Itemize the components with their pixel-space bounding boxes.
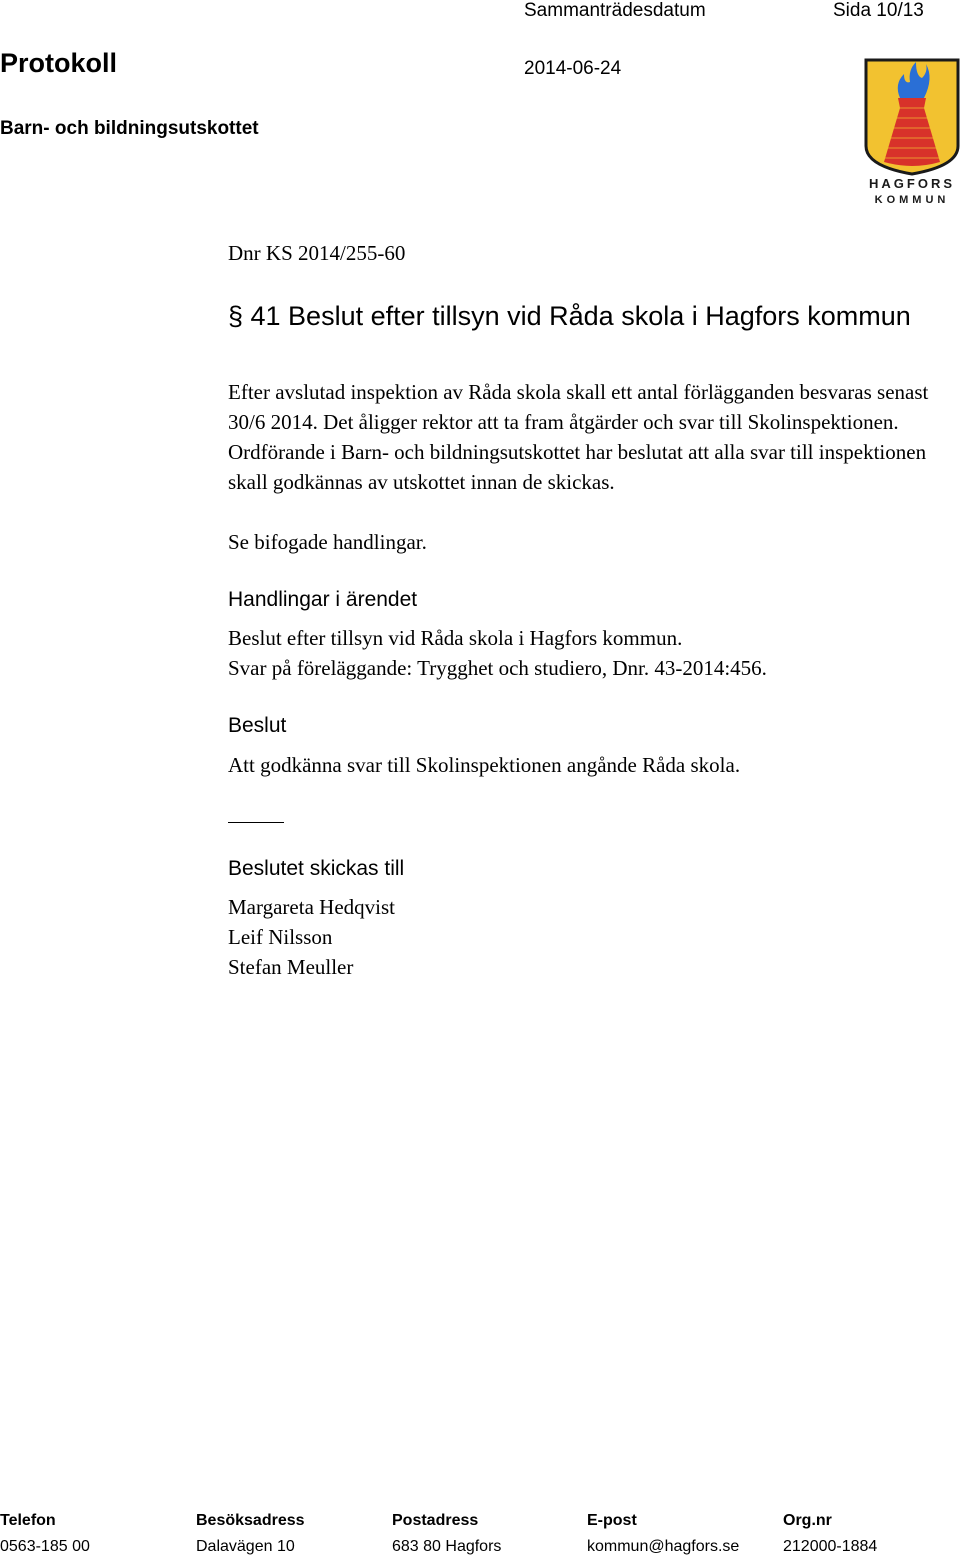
footer-visiting-address-value: Dalavägen 10	[196, 1538, 295, 1555]
logo-name-line1: HAGFORS	[869, 176, 955, 191]
footer-org-number-label: Org.nr	[783, 1512, 832, 1529]
footer-phone-label: Telefon	[0, 1512, 56, 1529]
divider	[228, 822, 284, 823]
documents-heading: Handlingar i ärendet	[228, 588, 418, 611]
document-type-title: Protokoll	[0, 48, 118, 78]
section-title: § 41 Beslut efter tillsyn vid Råda skola i Hagfors kommun	[228, 301, 911, 331]
footer-postal-address	[392, 1512, 501, 1556]
footer-org-number	[783, 1512, 877, 1556]
see-attached-note: Se bifogade handlingar.	[228, 530, 427, 554]
recipient-name: Stefan Meuller	[228, 955, 354, 979]
recipients-list	[228, 892, 395, 982]
recipient-name: Margareta Hedqvist	[228, 895, 395, 919]
logo-name-line2: KOMMUN	[874, 194, 950, 206]
footer-postal-address-value: 683 80 Hagfors	[392, 1538, 502, 1555]
document-item: Svar på föreläggande: Trygghet och studiero, Dnr. 43-2014:456.	[228, 656, 767, 680]
footer-email-value: kommun@hagfors.se	[587, 1538, 740, 1555]
page-number: Sida 10/13	[833, 0, 924, 21]
footer-org-number-value: 212000-1884	[783, 1538, 878, 1555]
meeting-date: 2014-06-24	[524, 58, 622, 79]
footer-visiting-address-label: Besöksadress	[196, 1512, 305, 1529]
footer-postal-address-label: Postadress	[392, 1512, 479, 1529]
footer-email	[587, 1512, 739, 1556]
meeting-date-label: Sammanträdesdatum	[524, 0, 706, 21]
footer-phone-value: 0563-185 00	[0, 1538, 90, 1555]
decision-text: Att godkänna svar till Skolinspektionen angånde Råda skola.	[228, 753, 741, 777]
footer-email-label: E-post	[587, 1512, 637, 1529]
recipient-name: Leif Nilsson	[228, 925, 333, 949]
recipients-heading: Beslutet skickas till	[228, 857, 405, 880]
footer-phone	[0, 1512, 90, 1556]
committee-name: Barn- och bildningsutskottet	[0, 118, 259, 139]
hagfors-kommun-logo	[864, 58, 960, 208]
decision-heading: Beslut	[228, 714, 287, 737]
document-item: Beslut efter tillsyn vid Råda skola i Hagfors kommun.	[228, 626, 683, 650]
case-description: Efter avslutad inspektion av Råda skola skall ett antal förlägganden besvaras senast 30/6 2014. Det åligger rektor att ta fram åtgärder och svar till Skolinspektionen. Ordförande i Barn- och bildningsutskottet har beslutat att alla svar till inspektionen skall godkännas av utskottet innan de skickas.	[228, 380, 929, 494]
footer-visiting-address	[196, 1512, 305, 1556]
case-number: Dnr KS 2014/255-60	[228, 241, 406, 265]
